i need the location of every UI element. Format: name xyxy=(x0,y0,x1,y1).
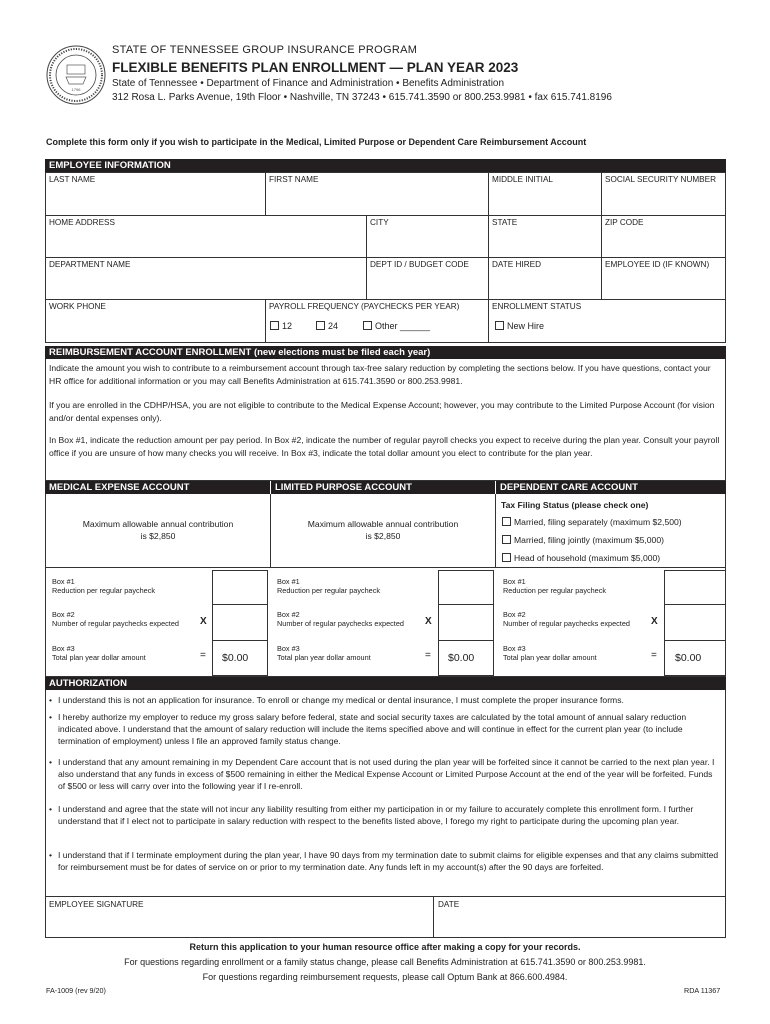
enrollment-status-group xyxy=(488,299,726,343)
checkbox-icon[interactable] xyxy=(495,321,504,330)
last-name-field[interactable] xyxy=(45,172,266,216)
payroll-frequency-label: PAYROLL FREQUENCY (PAYCHECKS PER YEAR) xyxy=(269,302,460,311)
enrollment-status-label: ENROLLMENT STATUS xyxy=(492,302,582,311)
instructions-paragraph-3: In Box #1, indicate the reduction amount per pay period. In Box #2, indicate the number of regular payroll checks you expect to receive during the plan year. Consult your payroll office if you are unsure of how many checks you will receive. In Box #3, indicate the total dollar amount you elect to contribute for the plan year. xyxy=(49,435,720,458)
address-line: 312 Rosa L. Parks Avenue, 19th Floor • Nashville, TN 37243 • 615.741.3590 or 800.253.9981 • fax 615.741.8196 xyxy=(112,92,612,103)
medical-box1-label: Box #1 Reduction per regular paycheck xyxy=(52,577,156,595)
limited-account-header: LIMITED PURPOSE ACCOUNT xyxy=(271,481,495,494)
ssn-field[interactable] xyxy=(601,172,726,216)
dept-id-field[interactable] xyxy=(366,257,489,300)
married-separately-option[interactable]: Married, filing separately (maximum $2,500) xyxy=(502,517,682,527)
employee-id-field[interactable] xyxy=(601,257,726,300)
work-phone-field[interactable] xyxy=(45,299,266,343)
medical-box3-input[interactable] xyxy=(212,640,268,676)
authorization-bullet-2: • I hereby authorize my employer to reduce my gross salary before federal, state and social security taxes are calculated by the total amount of annual salary reduction indicated above. I understand that the amount of salary reduction will include the items specified above and will continue in effect for the current plan year (to include termination of employment) unless I file an approved family status change. xyxy=(49,711,721,747)
dependent-box2-label: Box #2 Number of regular paychecks expected xyxy=(503,610,630,628)
payroll-other-option[interactable]: Other ______ xyxy=(363,321,430,331)
dept-id-label: DEPT ID / BUDGET CODE xyxy=(370,260,469,269)
medical-box2-input[interactable] xyxy=(212,604,268,641)
form-title: FLEXIBLE BENEFITS PLAN ENROLLMENT — PLAN YEAR 2023 xyxy=(112,60,519,75)
medical-max-text: Maximum allowable annual contribution is $2,850 xyxy=(82,519,234,541)
medical-times-sign: X xyxy=(200,616,207,627)
state-label: STATE xyxy=(492,218,518,227)
checkbox-icon[interactable] xyxy=(502,517,511,526)
limited-total-amount: $0.00 xyxy=(448,652,475,664)
checkbox-icon[interactable] xyxy=(363,321,372,330)
limited-box2-label: Box #2 Number of regular paychecks expected xyxy=(277,610,404,628)
ssn-label: SOCIAL SECURITY NUMBER xyxy=(605,175,717,184)
zip-code-label: ZIP CODE xyxy=(605,218,644,227)
first-name-label: FIRST NAME xyxy=(269,175,319,184)
signature-label: EMPLOYEE SIGNATURE xyxy=(49,900,144,909)
authorization-bullet-4: • I understand and agree that the state will not incur any liability resulting from either my participation in or my failure to accurately complete this enrollment form. I further understand that if I elect not to participate in salary reduction with respect to the benefits listed above, I forego my right to participate during the upcoming plan year. xyxy=(49,803,721,827)
dependent-box2-input[interactable] xyxy=(664,604,726,641)
department-field[interactable] xyxy=(45,257,367,300)
medical-box3-label: Box #3 Total plan year dollar amount xyxy=(52,644,146,662)
limited-box1-input[interactable] xyxy=(438,570,494,605)
married-jointly-option[interactable]: Married, filing jointly (maximum $5,000) xyxy=(502,535,664,545)
head-household-option[interactable]: Head of household (maximum $5,000) xyxy=(502,553,660,563)
employee-signature-field[interactable] xyxy=(45,896,434,938)
date-hired-field[interactable] xyxy=(488,257,602,300)
authorization-bullet-5: • I understand that if I terminate employment during the plan year, I have 90 days from my termination date to submit claims for eligible expenses and that any claims submitted for reimbursement must be for dates of service on or prior to my termination date. Any funds left in my account(s) after the 90 days are forfeited. xyxy=(49,849,721,873)
date-hired-label: DATE HIRED xyxy=(492,260,541,269)
tax-status-heading: Tax Filing Status (please check one) xyxy=(501,500,649,510)
instructions-paragraph-1: Indicate the amount you wish to contribute to a reimbursement account through tax-free salary reduction by completing the sections below. If you have questions, contact your HR office for additional information or you may call Benefits Administration at 615.741.3590 or 800.253.9981. xyxy=(49,363,711,386)
intro-text: Complete this form only if you wish to participate in the Medical, Limited Purpose or Dependent Care Reimbursement Account xyxy=(46,137,587,147)
rda-number: RDA 11367 xyxy=(684,986,721,995)
instructions-paragraph-2: If you are enrolled in the CDHP/HSA, you are not eligible to contribute to the Medical Expense Account; however, you may contribute to the Limited Purpose Account (for vision and/or dental expenses only). xyxy=(49,400,715,423)
signature-date-field[interactable] xyxy=(433,896,726,938)
middle-initial-label: MIDDLE INITIAL xyxy=(492,175,553,184)
state-field[interactable] xyxy=(488,215,602,258)
medical-total-amount: $0.00 xyxy=(222,652,249,664)
dependent-box1-label: Box #1 Reduction per regular paycheck xyxy=(503,577,607,595)
limited-max-text: Maximum allowable annual contribution is $2,850 xyxy=(307,519,459,541)
dependent-box1-input[interactable] xyxy=(664,570,726,605)
dependent-times-sign: X xyxy=(651,616,658,627)
authorization-bullet-3: • I understand that any amount remaining in my Dependent Care account that is not used during the plan year will be forfeited since it cannot be carried to the next plan year. I also understand that any funds in excess of $500 remaining in either the Medical Expense Account or Limited Purpose Account at the end of the year will be forfeited. Funds of $500 or less will carry over into the following year if I re-enroll. xyxy=(49,756,721,792)
limited-box1-label: Box #1 Reduction per regular paycheck xyxy=(277,577,381,595)
section-employee-information: EMPLOYEE INFORMATION xyxy=(45,159,726,172)
reimbursement-questions: For questions regarding reimbursement requests, please call Optum Bank at 866.600.4984. xyxy=(202,972,568,982)
checkbox-icon[interactable] xyxy=(502,553,511,562)
work-phone-label: WORK PHONE xyxy=(49,302,106,311)
limited-box3-input[interactable] xyxy=(438,640,494,676)
home-address-field[interactable] xyxy=(45,215,367,258)
zip-code-field[interactable] xyxy=(601,215,726,258)
date-label: DATE xyxy=(438,900,460,909)
return-instructions: Return this application to your human resource office after making a copy for your records. xyxy=(189,942,581,952)
payroll-frequency-group xyxy=(265,299,489,343)
middle-initial-field[interactable] xyxy=(488,172,602,216)
first-name-field[interactable] xyxy=(265,172,489,216)
authorization-bullet-1: • I understand this is not an application for insurance. To enroll or change my medical or dental insurance, I must complete the proper insurance forms. xyxy=(49,694,721,706)
checkbox-icon[interactable] xyxy=(270,321,279,330)
section-reimbursement: REIMBURSEMENT ACCOUNT ENROLLMENT (new elections must be filed each year) xyxy=(45,346,726,359)
payroll-24-option[interactable]: 24 xyxy=(316,321,338,331)
home-address-label: HOME ADDRESS xyxy=(49,218,115,227)
limited-times-sign: X xyxy=(425,616,432,627)
dependent-box3-input[interactable] xyxy=(664,640,726,676)
payroll-12-option[interactable]: 12 xyxy=(270,321,292,331)
city-field[interactable] xyxy=(366,215,489,258)
dependent-box3-label: Box #3 Total plan year dollar amount xyxy=(503,644,597,662)
form-id: FA-1009 (rev 9/20) xyxy=(46,986,106,995)
dependent-account-header: DEPENDENT CARE ACCOUNT xyxy=(496,481,726,494)
agency-line: State of Tennessee • Department of Finance and Administration • Benefits Administration xyxy=(112,78,505,89)
dependent-equals-sign: = xyxy=(651,650,657,661)
medical-box2-label: Box #2 Number of regular paychecks expected xyxy=(52,610,179,628)
dependent-total-amount: $0.00 xyxy=(675,652,702,664)
last-name-label: LAST NAME xyxy=(49,175,96,184)
checkbox-icon[interactable] xyxy=(316,321,325,330)
medical-account-header: MEDICAL EXPENSE ACCOUNT xyxy=(45,481,270,494)
medical-equals-sign: = xyxy=(200,650,206,661)
checkbox-icon[interactable] xyxy=(502,535,511,544)
reimbursement-instructions xyxy=(45,359,726,481)
limited-box3-label: Box #3 Total plan year dollar amount xyxy=(277,644,371,662)
limited-equals-sign: = xyxy=(425,650,431,661)
department-label: DEPARTMENT NAME xyxy=(49,260,131,269)
program-name: STATE OF TENNESSEE GROUP INSURANCE PROGRAM xyxy=(112,44,418,56)
enrollment-questions: For questions regarding enrollment or a family status change, please call Benefits Administration at 615.741.3590 or 800.253.9981. xyxy=(124,957,646,967)
section-authorization: AUTHORIZATION xyxy=(45,677,726,690)
state-seal-logo xyxy=(46,45,106,105)
medical-box1-input[interactable] xyxy=(212,570,268,605)
limited-box2-input[interactable] xyxy=(438,604,494,641)
employee-id-label: EMPLOYEE ID (IF KNOWN) xyxy=(605,260,710,269)
svg-text:1796: 1796 xyxy=(71,87,81,92)
city-label: CITY xyxy=(370,218,389,227)
new-hire-option[interactable]: New Hire xyxy=(495,321,544,331)
